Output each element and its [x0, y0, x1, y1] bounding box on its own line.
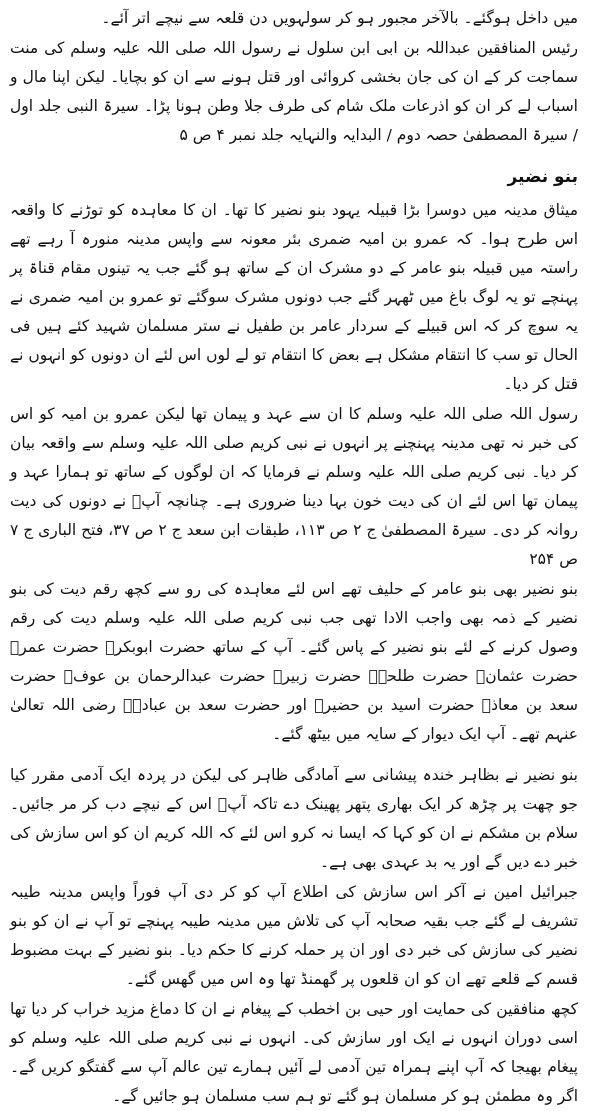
- paragraph-rais-al-munafiqin: رئیس المنافقین عبداللہ بن ابی ابن سلول نے رسول اللہ صلی اللہ علیہ وسلم کی منت سماجت کر کے ان کی جان بخشی کروائی اور قتل ہونے سے ان کو بچایا۔ لیکن اپنا مال و اسباب لے کر ان کو اذرعات ملک شام کی طرف جلا وطن ہونا پڑا۔ سیرۃ النبی جلد اول / سیرۃ المصطفیٰ حصہ دوم / البدایہ والنہایہ جلد نمبر ۴ ص ۵: [10, 39, 578, 144]
- paragraph-mithaq-madina: میثاق مدینہ میں دوسرا بڑا قبیلہ یہود بنو نضیر کا تھا۔ ان کا معاہدہ کو توڑنے کا واقعہ اس طرح ہوا۔ کہ عمرو بن امیہ ضمری بئر معونہ سے واپس مدینہ منورہ آ رہے تھے راستہ میں قبیلہ بنو عامر کے دو مشرک ان کے ساتھ ہو گئے جب یہ تینوں مقام قناۃ پر پہنچے تو یہ لوگ باغ میں ٹھہر گئے جب دونوں مشرک سوگئے تو عمرو بن امیہ ضمری نے یہ سوچ کر کہ اس قبیلے کے سردار عامر بن طفیل نے ستر مسلمان شہید کئے ہیں فی الحال تو سب کا انتقام مشکل ہے بعض کا انتقام تو لے لوں اس لئے ان دونوں کو انہوں نے قتل کر دیا۔: [10, 201, 578, 393]
- paragraph-diyat: رسول اللہ صلی اللہ علیہ وسلم کا ان سے عہد و پیمان تھا لیکن عمرو بن امیہ کو اس کی خبر نہ تھی مدینہ پہنچنے پر انہوں نے نبی کریم صلی اللہ علیہ وسلم سے واقعہ بیان کر دیا۔ نبی کریم صلی اللہ علیہ وسلم نے فرمایا کہ ان لوگوں کے ساتھ تو ہمارا عہد و پیمان تھا اس لئے ان کی دیت خون بہا دینا ضروری ہے۔ چنانچہ آپؐ نے دونوں کی دیت روانہ کر دی۔ سیرۃ المصطفیٰ ج ۲ ص ۱۱۳، طبقات ابن سعد ج ۲ ص ۳۷، فتح الباری ج ۷ ص ۲۵۴: [9, 405, 578, 568]
- paragraph-companions: بنو نضیر بھی بنو عامر کے حلیف تھے اس لئے معاہدہ کی رو سے کچھ رقم دیت کی بنو نضیر کے ذمہ بھی واجب الادا تھی جب نبی کریم صلی اللہ علیہ وسلم دیت کی رقم وصول کرنے کے لئے بنو نضیر کے پاس گئے۔ آپ کے ساتھ حضرت ابوبکرؓ حضرت عمرؓ حضرت عثمانؓ حضرت طلحہؓ حضرت زبیرؓ حضرت عبدالرحمان بن عوفؓ حضرت سعد بن معاذؓ حضرت اسید بن حضیرؓ اور حضرت سعد بن عبادہؓ رضی اللہ تعالیٰ عنہم تھے۔ آپ ایک دیوار کے سایہ میں بیٹھ گئے۔: [10, 580, 578, 743]
- paragraph-second-conspiracy: کچھ منافقین کی حمایت اور حیی بن اخطب کے پیغام نے ان کا دماغ مزید خراب کر دیا تھا اسی دوران انہوں نے ایک اور سازش کی۔ انہوں نے نبی کریم صلی اللہ علیہ وسلم کو پیغام بھیجا کہ آپ اپنے ہمراہ تین آدمی لے آئیں ہمارے تین عالم آپ سے گفتگو کریں گے۔ اگر وہ مطمئن ہو کر مسلمان ہو گئے تو ہم سب مسلمان ہو جائیں گے۔: [10, 1000, 578, 1105]
- section-heading: بنو نضیر: [507, 167, 578, 187]
- paragraph-jibreel: جبرائیل امین نے آکر اس سازش کی اطلاع آپ کو کر دی آپ فوراً واپس مدینہ طیبہ تشریف لے گئے جب بقیہ صحابہ آپ کی تلاش میں مدینہ طیبہ پہنچے تو آپ نے ان کو بنو نضیر کی سازش کی خبر دی اور ان پر حملہ کرنے کا حکم دیا۔ بنو نضیر کے بہت مضبوط قسم کے قلعے تھے ان کو ان قلعوں پر گھمنڈ تھا وہ اس میں گھس گئے۔: [10, 883, 578, 988]
- paragraph-conspiracy: بنو نضیر نے بظاہر خندہ پیشانی سے آمادگی ظاہر کی لیکن در پردہ ایک آدمی مقرر کیا جو چھت پر چڑھ کر ایک بھاری پتھر پھینک دے تاکہ آپؐ اس کے نیچے دب کر مر جائیں۔ سلام بن مشکم نے ان کو کہا کہ ایسا نہ کرو اس لئے کہ اللہ کریم ان کو اس سازش کی خبر دے دیں گے اور یہ بد عہدی بھی ہے۔: [10, 766, 578, 871]
- paragraph-intro: میں داخل ہوگئے۔ بالآخر مجبور ہو کر سولہویں دن قلعہ سے نیچے اتر آئے۔: [101, 9, 578, 27]
